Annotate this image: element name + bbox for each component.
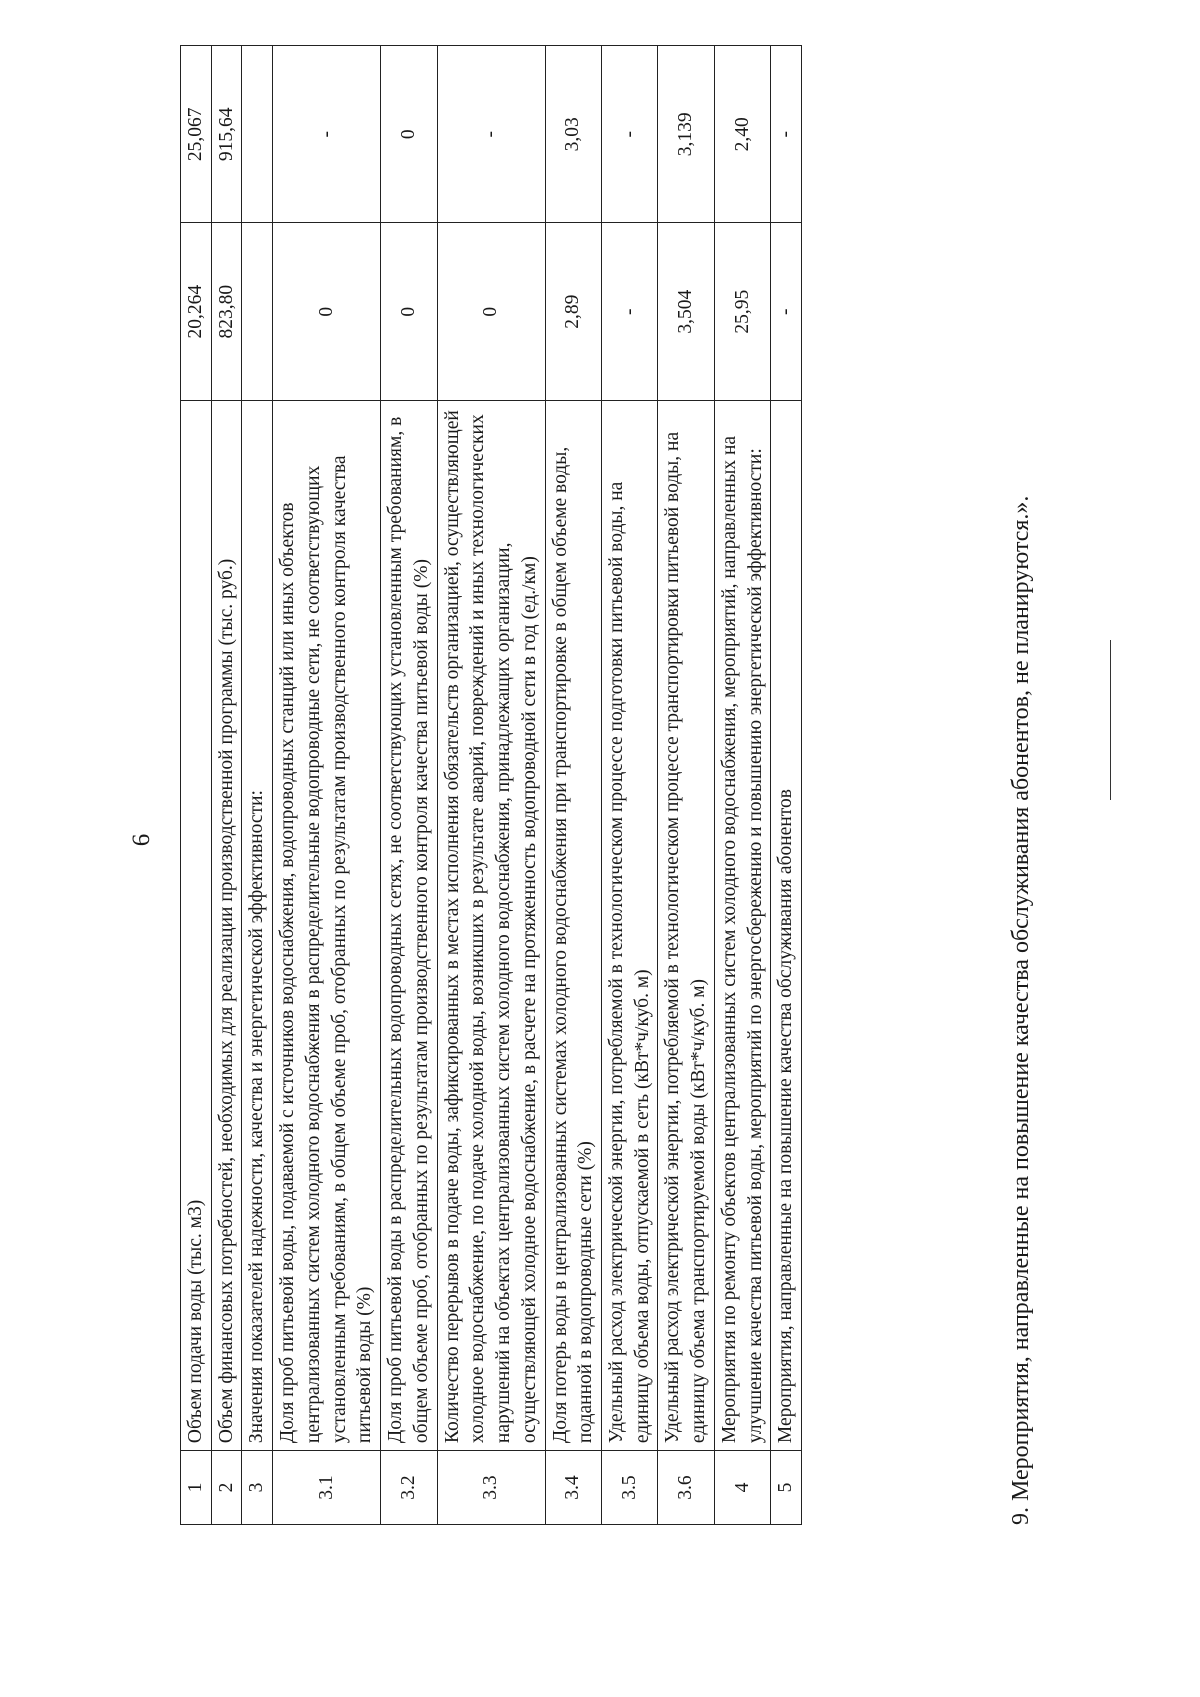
value-year-1: 0 bbox=[381, 223, 437, 400]
row-number: 3.4 bbox=[545, 1451, 601, 1525]
row-description: Количество перерывов в подаче воды, зафиксированных в местах исполнения обязательств организацией, осуществляющей холодное водоснабжение, по подаче холодной воды, возникших в результате аварий, повреждений и иных технологических нарушений на объектах централизованных систем холодного водоснабжения, принадлежащих организации, осуществляющей холодное водоснабжение, в расчете на протяженность водопроводной сети в год (ед./км) bbox=[437, 400, 545, 1450]
value-year-1: 0 bbox=[273, 223, 381, 400]
value-year-2: 915,64 bbox=[211, 46, 242, 223]
table-row bbox=[381, 46, 437, 1525]
table-row bbox=[242, 46, 273, 1525]
row-number: 3.2 bbox=[381, 1451, 437, 1525]
row-number: 3.6 bbox=[658, 1451, 714, 1525]
row-number: 1 bbox=[181, 1451, 212, 1525]
row-number: 5 bbox=[771, 1451, 802, 1525]
value-year-2: 2,40 bbox=[714, 46, 770, 223]
value-year-1: 3,504 bbox=[658, 223, 714, 400]
row-number: 3.1 bbox=[273, 1451, 381, 1525]
value-year-1: 823,80 bbox=[211, 223, 242, 400]
value-year-2: 3,03 bbox=[545, 46, 601, 223]
indicators-table bbox=[180, 45, 802, 1525]
table-row bbox=[211, 46, 242, 1525]
row-number: 3 bbox=[242, 1451, 273, 1525]
footnote: 9. Мероприятия, направленные на повышение качества обслуживания абонентов, не планируются.». bbox=[1008, 495, 1034, 1525]
table-row bbox=[658, 46, 714, 1525]
value-year-2: - bbox=[602, 46, 658, 223]
value-year-1 bbox=[242, 223, 273, 400]
table-row bbox=[602, 46, 658, 1525]
value-year-1: 25,95 bbox=[714, 223, 770, 400]
row-description: Доля проб питьевой воды, подаваемой с источников водоснабжения, водопроводных станций или иных объектов централизованных систем холодного водоснабжения в распределительные водопроводные сети, не соответствующих установленным требованиям, в общем объеме проб, отобранных по результатам производственного контроля качества питьевой воды (%) bbox=[273, 400, 381, 1450]
table-row bbox=[771, 46, 802, 1525]
value-year-1: - bbox=[771, 223, 802, 400]
value-year-2: 3,139 bbox=[658, 46, 714, 223]
value-year-2: - bbox=[771, 46, 802, 223]
row-description: Объем подачи воды (тыс. м3) bbox=[181, 400, 212, 1450]
row-description: Удельный расход электрической энергии, потребляемой в технологическом процессе транспортировки питьевой воды, на единицу объема транспортируемой воды (кВт*ч/куб. м) bbox=[658, 400, 714, 1450]
value-year-1: 2,89 bbox=[545, 223, 601, 400]
row-number: 4 bbox=[714, 1451, 770, 1525]
row-number: 3.3 bbox=[437, 1451, 545, 1525]
row-number: 2 bbox=[211, 1451, 242, 1525]
value-year-1: 0 bbox=[437, 223, 545, 400]
row-description: Доля потерь воды в централизованных системах холодного водоснабжения при транспортировке в общем объеме воды, поданной в водопроводные сети (%) bbox=[545, 400, 601, 1450]
value-year-2: - bbox=[437, 46, 545, 223]
page-number: 6 bbox=[128, 833, 155, 847]
row-description: Значения показателей надежности, качества и энергетической эффективности: bbox=[242, 400, 273, 1450]
end-divider bbox=[1110, 640, 1111, 800]
table-row bbox=[437, 46, 545, 1525]
value-year-1: 20,264 bbox=[181, 223, 212, 400]
value-year-2 bbox=[242, 46, 273, 223]
table-row bbox=[714, 46, 770, 1525]
table-row bbox=[273, 46, 381, 1525]
table-row bbox=[181, 46, 212, 1525]
row-number: 3.5 bbox=[602, 1451, 658, 1525]
table-row bbox=[545, 46, 601, 1525]
value-year-2: 25,067 bbox=[181, 46, 212, 223]
row-description: Удельный расход электрической энергии, потребляемой в технологическом процессе подготовки питьевой воды, на единицу объема воды, отпускаемой в сеть (кВт*ч/куб. м) bbox=[602, 400, 658, 1450]
value-year-1: - bbox=[602, 223, 658, 400]
value-year-2: - bbox=[273, 46, 381, 223]
rotated-page bbox=[20, 20, 1180, 1660]
row-description: Объем финансовых потребностей, необходимых для реализации производственной программы (тыс. руб.) bbox=[211, 400, 242, 1450]
row-description: Мероприятия по ремонту объектов централизованных систем холодного водоснабжения, мероприятий, направленных на улучшение качества питьевой воды, мероприятий по энергосбережению и повышению энергетической эффективности: bbox=[714, 400, 770, 1450]
row-description: Мероприятия, направленные на повышение качества обслуживания абонентов bbox=[771, 400, 802, 1450]
value-year-2: 0 bbox=[381, 46, 437, 223]
row-description: Доля проб питьевой воды в распределительных водопроводных сетях, не соответствующих установленным требованиям, в общем объеме проб, отобранных по результатам производственного контроля качества питьевой воды (%) bbox=[381, 400, 437, 1450]
